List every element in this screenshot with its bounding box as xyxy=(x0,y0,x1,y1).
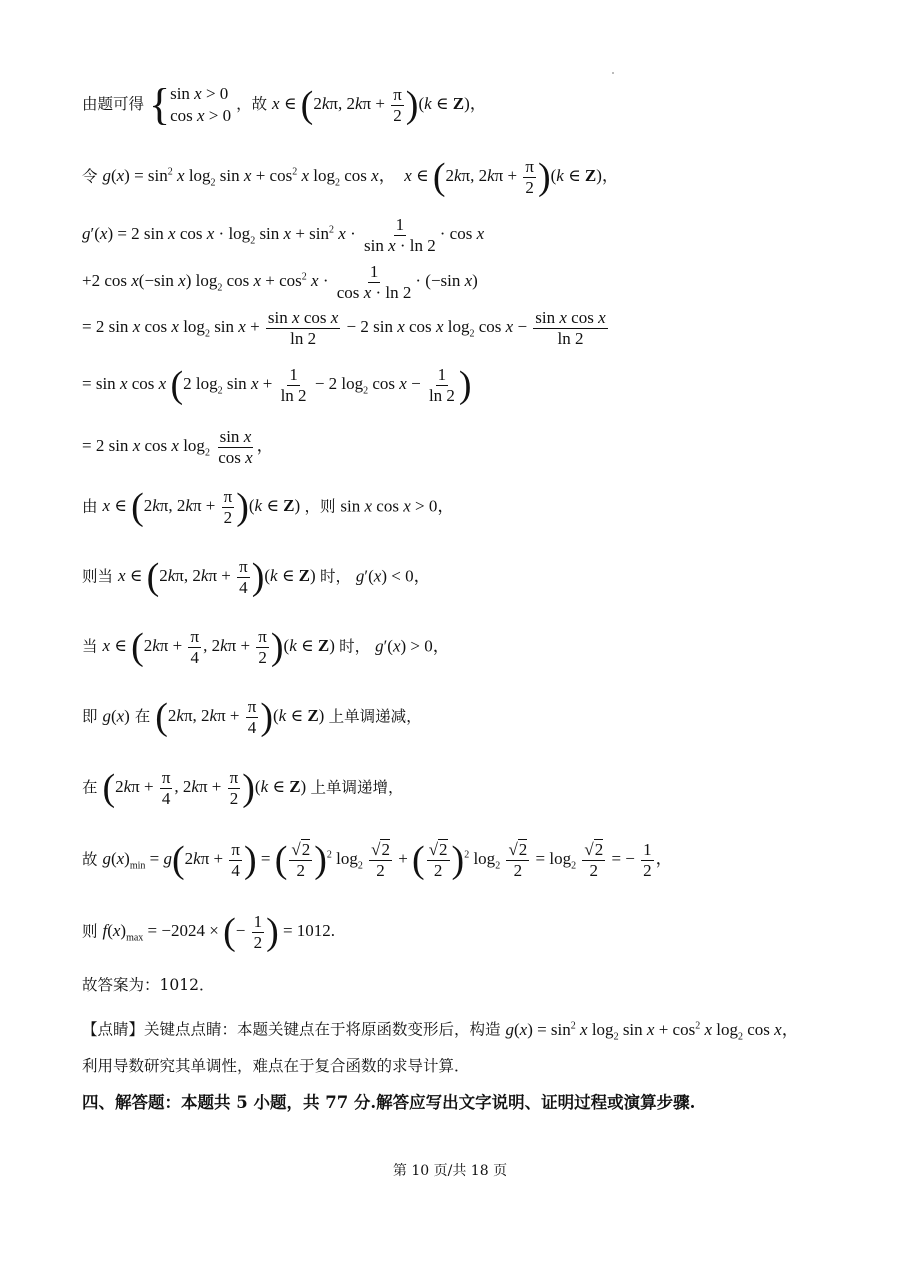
formula-minimum: $g(x)_{min} = g(2k\pi$ + $\frac{\pi}{4}$ ) = ( $\frac{√2}{2}$ )$^2$ $\log_2$ $\frac{√2}{2}$ + ( $\frac{√2}{2}$ )$^2$ $\log_2$ $\frac{√2}{2}$ = $\log_2$ $\frac{√2}{2}$ = − $\frac{1}{2}$ ， xyxy=(102,839,673,882)
text-prefix: 由题可得 xyxy=(82,95,145,113)
cases-system: { sin x > 0 cos x > 0 xyxy=(148,80,232,129)
text-mid: 时， xyxy=(339,637,371,656)
formula-interval: x ∈ (2kπ + $\frac{\pi}{4}$ , 2kπ + $\frac{\pi}{2}$ )(k ∈ Z) xyxy=(102,626,340,669)
text-mid: 时， xyxy=(319,567,351,586)
formula-interval: x ∈ (2kπ, 2kπ + $\frac{\pi}{4}$ )(k ∈ Z) xyxy=(117,556,320,599)
formula-derivative-2: +2 cos x(−sin x) $\log_2 \cos x + \cos^2 x$ · $\frac{1}{\text{cos x · ln 2}}$ · (−sin x) xyxy=(82,262,478,302)
line-minimum xyxy=(82,840,673,881)
formula-derivative-3: = 2 sin x cos x $\log_2 \sin x$ + $\frac{\text{sin x cos x}}{\ln 2}$ − 2 sin x cos x $\log_2 \cos x$ − $\frac{\text{sin x cos x}}{\ln 2}$ xyxy=(82,308,606,348)
formula-g: g(x) xyxy=(102,706,130,726)
formula-positive: sin x cos x > 0， xyxy=(340,496,455,516)
note-text: 关键点点睛：本题关键点在于将原函数变形后，构造 xyxy=(144,1020,501,1039)
formula-derivative-1: g′(x) = 2 sin x $\cos x \cdot \log_2 \sin x + \sin^2 x$ · $\frac{1}{\text{sin x · ln 2}}$ · cos x xyxy=(82,215,485,255)
formula-positive: g′(x) > 0， xyxy=(375,636,450,656)
text-prefix: 在 xyxy=(82,778,98,797)
answer-text: 故答案为：1012． xyxy=(82,976,215,994)
line-decreasing-cond xyxy=(82,557,431,598)
formula-maximum: $f(x)_{max} = -2024$ × (− $\frac{1}{2}$ ) = 1012. xyxy=(102,911,336,954)
formula-g: $g(x) = \sin^2 x$ $\log_2 \sin x + \cos^2 x$ $\log_2 \cos x$， xyxy=(505,1019,799,1043)
line-sign xyxy=(82,487,454,528)
text-prefix: 当 xyxy=(82,637,98,656)
text-prefix: 令 xyxy=(82,167,98,186)
note-line xyxy=(82,1016,799,1047)
text-suffix: 上单调递增， xyxy=(310,778,404,797)
text-mid: ，则 xyxy=(304,497,336,516)
line-define-g xyxy=(82,157,619,198)
line-conditions xyxy=(82,80,487,129)
note-line-2 xyxy=(82,1056,470,1076)
formula-negative: g′(x) < 0， xyxy=(355,566,431,586)
answer-line xyxy=(82,975,214,995)
text-prefix: 故 xyxy=(82,850,98,869)
formula-g: $g(x) = \sin^2 x$ $\log_2 \sin x + \cos^2 x$ $\log_2 \cos x$， x ∈ (2kπ, 2kπ + $\frac{\pi}{2}$ )(k ∈ Z)， xyxy=(102,156,619,199)
line-maximum xyxy=(82,912,335,953)
text-mid: ，故 xyxy=(236,95,268,113)
text-prefix: 则 xyxy=(82,922,98,941)
line-increasing-cond xyxy=(82,627,450,668)
line-derivative-4 xyxy=(82,365,472,406)
line-increasing xyxy=(82,768,403,809)
section-text: 四、解答题：本题共 5 小题，共 77 分.解答应写出文字说明、证明过程或演算步骤. xyxy=(82,1093,696,1112)
line-derivative-5 xyxy=(82,427,274,468)
note-tag: 【点睛】 xyxy=(82,1020,145,1039)
line-derivative-3 xyxy=(82,308,610,349)
text-prefix: 由 xyxy=(82,497,98,516)
formula-derivative-5: = 2 sin x cos x $\log_2$ $\frac{\text{sin x}}{\text{cos x}}$ ， xyxy=(82,427,274,467)
section-heading xyxy=(82,1093,695,1113)
formula-interval: (2kπ, 2kπ + $\frac{\pi}{4}$ )(k ∈ Z) xyxy=(155,696,329,739)
formula-interval: x ∈ (2kπ, 2kπ + $\frac{\pi}{2}$ )(k ∈ Z) xyxy=(102,486,305,529)
line-derivative-2 xyxy=(82,262,478,303)
text-suffix: 上单调递减， xyxy=(328,707,422,726)
text-prefix: 即 xyxy=(82,707,98,726)
formula-interval: (2kπ + $\frac{\pi}{4}$ , 2kπ + $\frac{\pi}{2}$ )(k ∈ Z) xyxy=(102,767,311,810)
formula-domain: x ∈ (2kπ, 2kπ + $\frac{\pi}{2}$ )(k ∈ Z)， xyxy=(272,84,487,127)
line-derivative-1 xyxy=(82,215,484,256)
scan-dot xyxy=(612,72,614,74)
note-text-2: 利用导数研究其单调性，难点在于复合函数的求导计算． xyxy=(82,1057,470,1075)
text-mid: 在 xyxy=(134,707,151,726)
text-prefix: 则当 xyxy=(82,567,114,586)
formula-derivative-4: = sin x cos x (2 $\log_2 \sin x$ + $\frac{1}{\ln 2}$ − 2 $\log_2 \cos x$ − $\frac{1}{\ln 2}$ ) xyxy=(82,364,472,407)
page-footer: 第 10 页/共 18 页 xyxy=(392,1163,508,1179)
line-decreasing xyxy=(82,697,422,738)
